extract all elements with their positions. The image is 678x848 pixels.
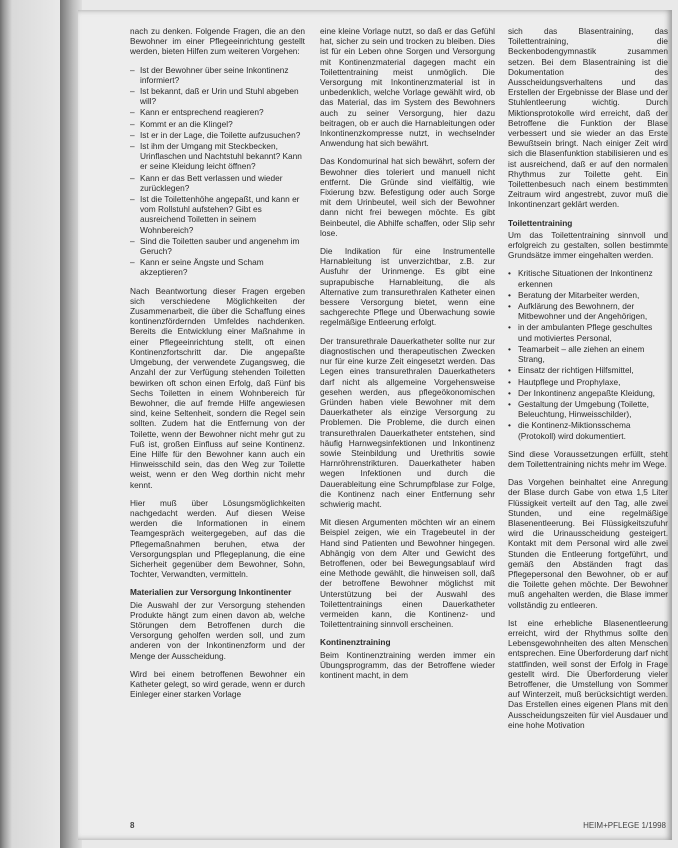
question-list	[130, 65, 305, 278]
list-item: – Sind die Toiletten sauber und angenehm im Geruch?	[130, 236, 305, 256]
list-item: • Gestaltung der Umgebung (Toilette, Beleuchtung, Hinweisschilder),	[508, 399, 668, 419]
paragraph: Um das Toilettentraining sinnvoll und erfolgreich zu gestalten, sollen bestimmte Grundsätze immer eingehalten werden.	[508, 229, 668, 261]
paragraph: Hier muß über Lösungsmöglichkeiten nachgedacht werden. Auf diesen Weise werden die Informationen in einem Teamgespräch weitergegeben, auf das die Pflegemaßnahmen beruhen, etwa der Versorgungsplan und Pflegeplanung, die eine Sicherheit gegenüber dem Bewohner, Sohn, Tochter, Verwandten, vermitteln.	[130, 497, 305, 580]
list-item: • Aufklärung des Bewohnern, der Mitbewohner und der Angehörigen,	[508, 301, 668, 321]
bullet-list	[508, 268, 668, 440]
paragraph: eine kleine Vorlage nutzt, so daß er das Gefühl hat, sicher zu sein und trocken zu bleiben. Dies ist für ein Leben ohne Sorgen und Versorgung mit Kontinenzmaterial dagegen macht ein Toilettentraining meist unmöglich. Die Versorgung mit Inkontinenzmaterial ist in unbedenklich, welche Vorlage gewählt wird, ob das Material, das im System des Bewohners auch zu seiner Versorgung, hier dazu beitragen, ob er auch die Harnableitungen oder Inkontinenzkompresse nutzt, in wechselnder Anwendung hat sich bewährt.	[320, 26, 495, 149]
paragraph: Der transurethrale Dauerkatheter sollte nur zur diagnostischen und therapeutischen Zwecken nur für eine kurze Zeit eingesetzt werden. Das Legen eines transurethralen Dauerkatheters darf nicht als allgemeine Vorgehensweise gesehen werden, aus pflegeökonomischen Gründen haben viele Bewohner mit dem Dauerkatheter als einzige Versorgung zu Problemen. Die Probleme, die durch einen transurethralen Dauerkatheter entstehen, sind häufig Harnwegsinfektionen und Inkontinenz sowie Steinbildung und Urethritis sowie Harnröhrenstrikturen. Dauerkatheter haben wegen Infektionen und durch die Dauerableitung eine Schrumpfblase zur Folge, die Kontinenz nach einer Entfernung sehr schwierig macht.	[320, 335, 495, 509]
paragraph: Mit diesen Argumenten möchten wir an einem Beispiel zeigen, wie ein Tragebeutel in der Hand sind Patienten und Bewohner hingegen. Abhängig von dem Alter und Gewicht des Betroffenen, oder bei Bewegungsablauf wird eine Methode gewählt, die hinweisen soll, daß der betroffene Bewohner möglichst mit Unterstützung bei der Auswahl des Toilettentrainings einen Dauerkatheter vermeiden kann, die Kontinenz- und Toilettentraining sinnvoll erscheinen.	[320, 517, 495, 630]
page-number: 8	[130, 821, 135, 830]
column-1	[130, 26, 305, 707]
list-item: • Der Inkontinenz angepaßte Kleidung,	[508, 388, 668, 398]
list-item: – Kommt er an die Klingel?	[130, 119, 305, 129]
paragraph: Nach Beantwortung dieser Fragen ergeben sich verschiedene Möglichkeiten der Zusammenarbeit, die über die Schaffung eines kontinenzfördernden Umfeldes nachdenken. Bereits die Entwicklung einer Maßnahme in einer Pflegeeinrichtung stellt, oft einen Kontinenzfortschritt dar. Die angepaßte Umgebung, der verwendete Zugangsweg, die Anzahl der zur Verfügung stehenden Toiletten bewirken oft schon einen Erfolg, daß Fünf bis Sechs Toiletten in einem Wohnbereich für Bewohner, die auf fremde Hilfe angewiesen sind, keine Seltenheit, sondern die Regel sein sollten. Zudem hat die Entfernung von der Toilette, wenn der Bewohner nicht mehr gut zu Fuß ist, großen Einfluss auf seine Kontinenz. Eine Hilfe für den Bewohner kann auch ein Hinweisschild sein, das den Weg zur Toilette weist, wenn er den Weg dorthin nicht mehr kennt.	[130, 285, 305, 490]
list-item: • Teamarbeit – alle ziehen an einem Strang,	[508, 344, 668, 364]
list-item: – Ist ihm der Umgang mit Steckbecken, Urinflaschen und Nachtstuhl bekannt? Kann er seine Kleidung leicht öffnen?	[130, 141, 305, 172]
list-item: – Kann er entsprechend reagieren?	[130, 107, 305, 117]
paragraph: Wird bei einem betroffenen Bewohner ein Katheter gelegt, so wird gerade, wenn er durch Einleger einer starken Vorlage	[130, 668, 305, 700]
section-heading: Toilettentraining	[508, 217, 573, 228]
list-item: • die Kontinenz-Miktionsschema (Protokoll) wird dokumentiert.	[508, 420, 668, 440]
paragraph: Ist eine erhebliche Blasenentleerung erreicht, wird der Rhythmus sollte den Lebensgewohnheiten des alten Menschen entsprechen. Eine Überforderung darf nicht stattfinden, weil sonst der Erfolg in Frage gestellt wird. Die Überforderung vieler Betroffener, die Umstellung von Sommer auf Winterzeit, muß berücksichtigt werden. Das Erstellen eines eigenen Plans mit den Ausscheidungszeiten für viel Ausdauer und eine hohe Motivation	[508, 617, 668, 730]
list-item: • in der ambulanten Pflege geschultes und motiviertes Personal,	[508, 322, 668, 342]
paragraph: Das Kondomurinal hat sich bewährt, sofern der Bewohner dies toleriert und manuell nicht entfernt. Die Gründe sind vielfältig, wie Fixierung bzw. Befestigung oder auch Sorge mit dem Urinbeutel, weil sich der Bewohner dann nicht frei bewegen möchte. Es gibt Beinbeutel, die Abhilfe schaffen, oder Slip sehr lose.	[320, 156, 495, 238]
section-heading: Materialien zur Versorgung Inkontinenter	[130, 587, 292, 598]
list-item: – Ist die Toilettenhöhe angepaßt, und kann er vom Rollstuhl aufstehen? Gibt es ausreichend Toiletten in seinem Wohnbereich?	[130, 194, 305, 235]
paragraph: Die Auswahl der zur Versorgung stehenden Produkte hängt zum einen davon ab, welche Störungen dem Betroffenen durch die Versorgung geholfen werden soll, und zum anderen von der Inkontinenzform und der Menge der Ausscheidung.	[130, 599, 305, 661]
list-item: • Beratung der Mitarbeiter werden,	[508, 290, 668, 300]
list-item: – Ist der Bewohner über seine Inkontinenz informiert?	[130, 65, 305, 85]
list-item: – Kann er das Bett verlassen und wieder zurücklegen?	[130, 173, 305, 193]
paragraph: Das Vorgehen beinhaltet eine Anregung der Blase durch Gabe von etwa 1,5 Liter Flüssigkeit verteilt auf den Tag, alle zwei Stunden, und eine regelmäßige Blasenentleerung. Bei Flüssigkeitszufuhr wird die Urinausscheidung gesteigert. Kontakt mit dem Personal wird alle zwei Stunden die Entleerung fortgeführt, und gemäß den Abständen fragt das Pflegepersonal den Bewohner, ob er auf die Toilette gehen möchte. Der Bewohner muß angehalten werden, die Blase immer vollständig zu entleeren.	[508, 477, 668, 610]
list-item: • Einsatz der richtigen Hilfsmittel,	[508, 365, 668, 375]
list-item: – Ist er in der Lage, die Toilette aufzusuchen?	[130, 130, 305, 140]
page-footer	[130, 821, 666, 830]
column-3	[508, 26, 668, 738]
column-2	[320, 26, 495, 688]
journal-name: HEIM+PFLEGE 1/1998	[583, 821, 666, 830]
section-heading: Kontinenztraining	[320, 637, 391, 648]
list-item: • Kritische Situationen der Inkontinenz erkennen	[508, 268, 668, 288]
paragraph: Beim Kontinenztraining werden immer ein Übungsprogramm, das der Betroffene wieder kontinent macht, in dem	[320, 649, 495, 680]
list-item: – Kann er seine Ängste und Scham akzeptieren?	[130, 257, 305, 277]
list-item: – Ist bekannt, daß er Urin und Stuhl abgeben will?	[130, 86, 305, 106]
paragraph: Die Indikation für eine Instrumentelle Harnableitung ist unverzichtbar, z.B. zur Ausfuhr der Urinmenge. Es gibt eine suprapubische Harnableitung, die als Alternative zum transurethralen Katheter einen bessere Versorgung bietet, wenn eine sachgerechte Pflege und Überwachung sowie regelmäßige Entleerung erfolgt.	[320, 246, 495, 328]
page	[78, 10, 672, 840]
paragraph: Sind diese Voraussetzungen erfüllt, steht dem Toilettentraining nichts mehr im Wege.	[508, 448, 668, 469]
list-item: • Hautpflege und Prophylaxe,	[508, 377, 668, 387]
paragraph: sich das Blasentraining, das Toilettentraining, die Beckenbodengymnastik zusammen setzen. Bei dem Blasentraining ist die Dokumentation des Ausscheidungsverhaltens und das Erstellen der Ergebnisse der Blase und der Stuhlentleerung wichtig. Durch Miktionsprotokolle wird erreicht, daß der Betroffene die Funktion der Blase verbessert und sie wieder an das Erste Bewußtsein bringt. Nach einiger Zeit wird sich die Blasenfunktion stabilisieren und es ist ausreichend, daß er auf den normalen Rhythmus zur Toilette geht. Ein Toilettenbesuch nach einem bestimmten Zeitraum wird angestrebt, zuvor muß die Inkontinenzart geklärt werden.	[508, 26, 668, 210]
paragraph: nach zu denken. Folgende Fragen, die an den Bewohner im einer Pflegeeinrichtung gestellt werden, bieten Hilfen zum weiteren Vorgehen:	[130, 26, 305, 57]
